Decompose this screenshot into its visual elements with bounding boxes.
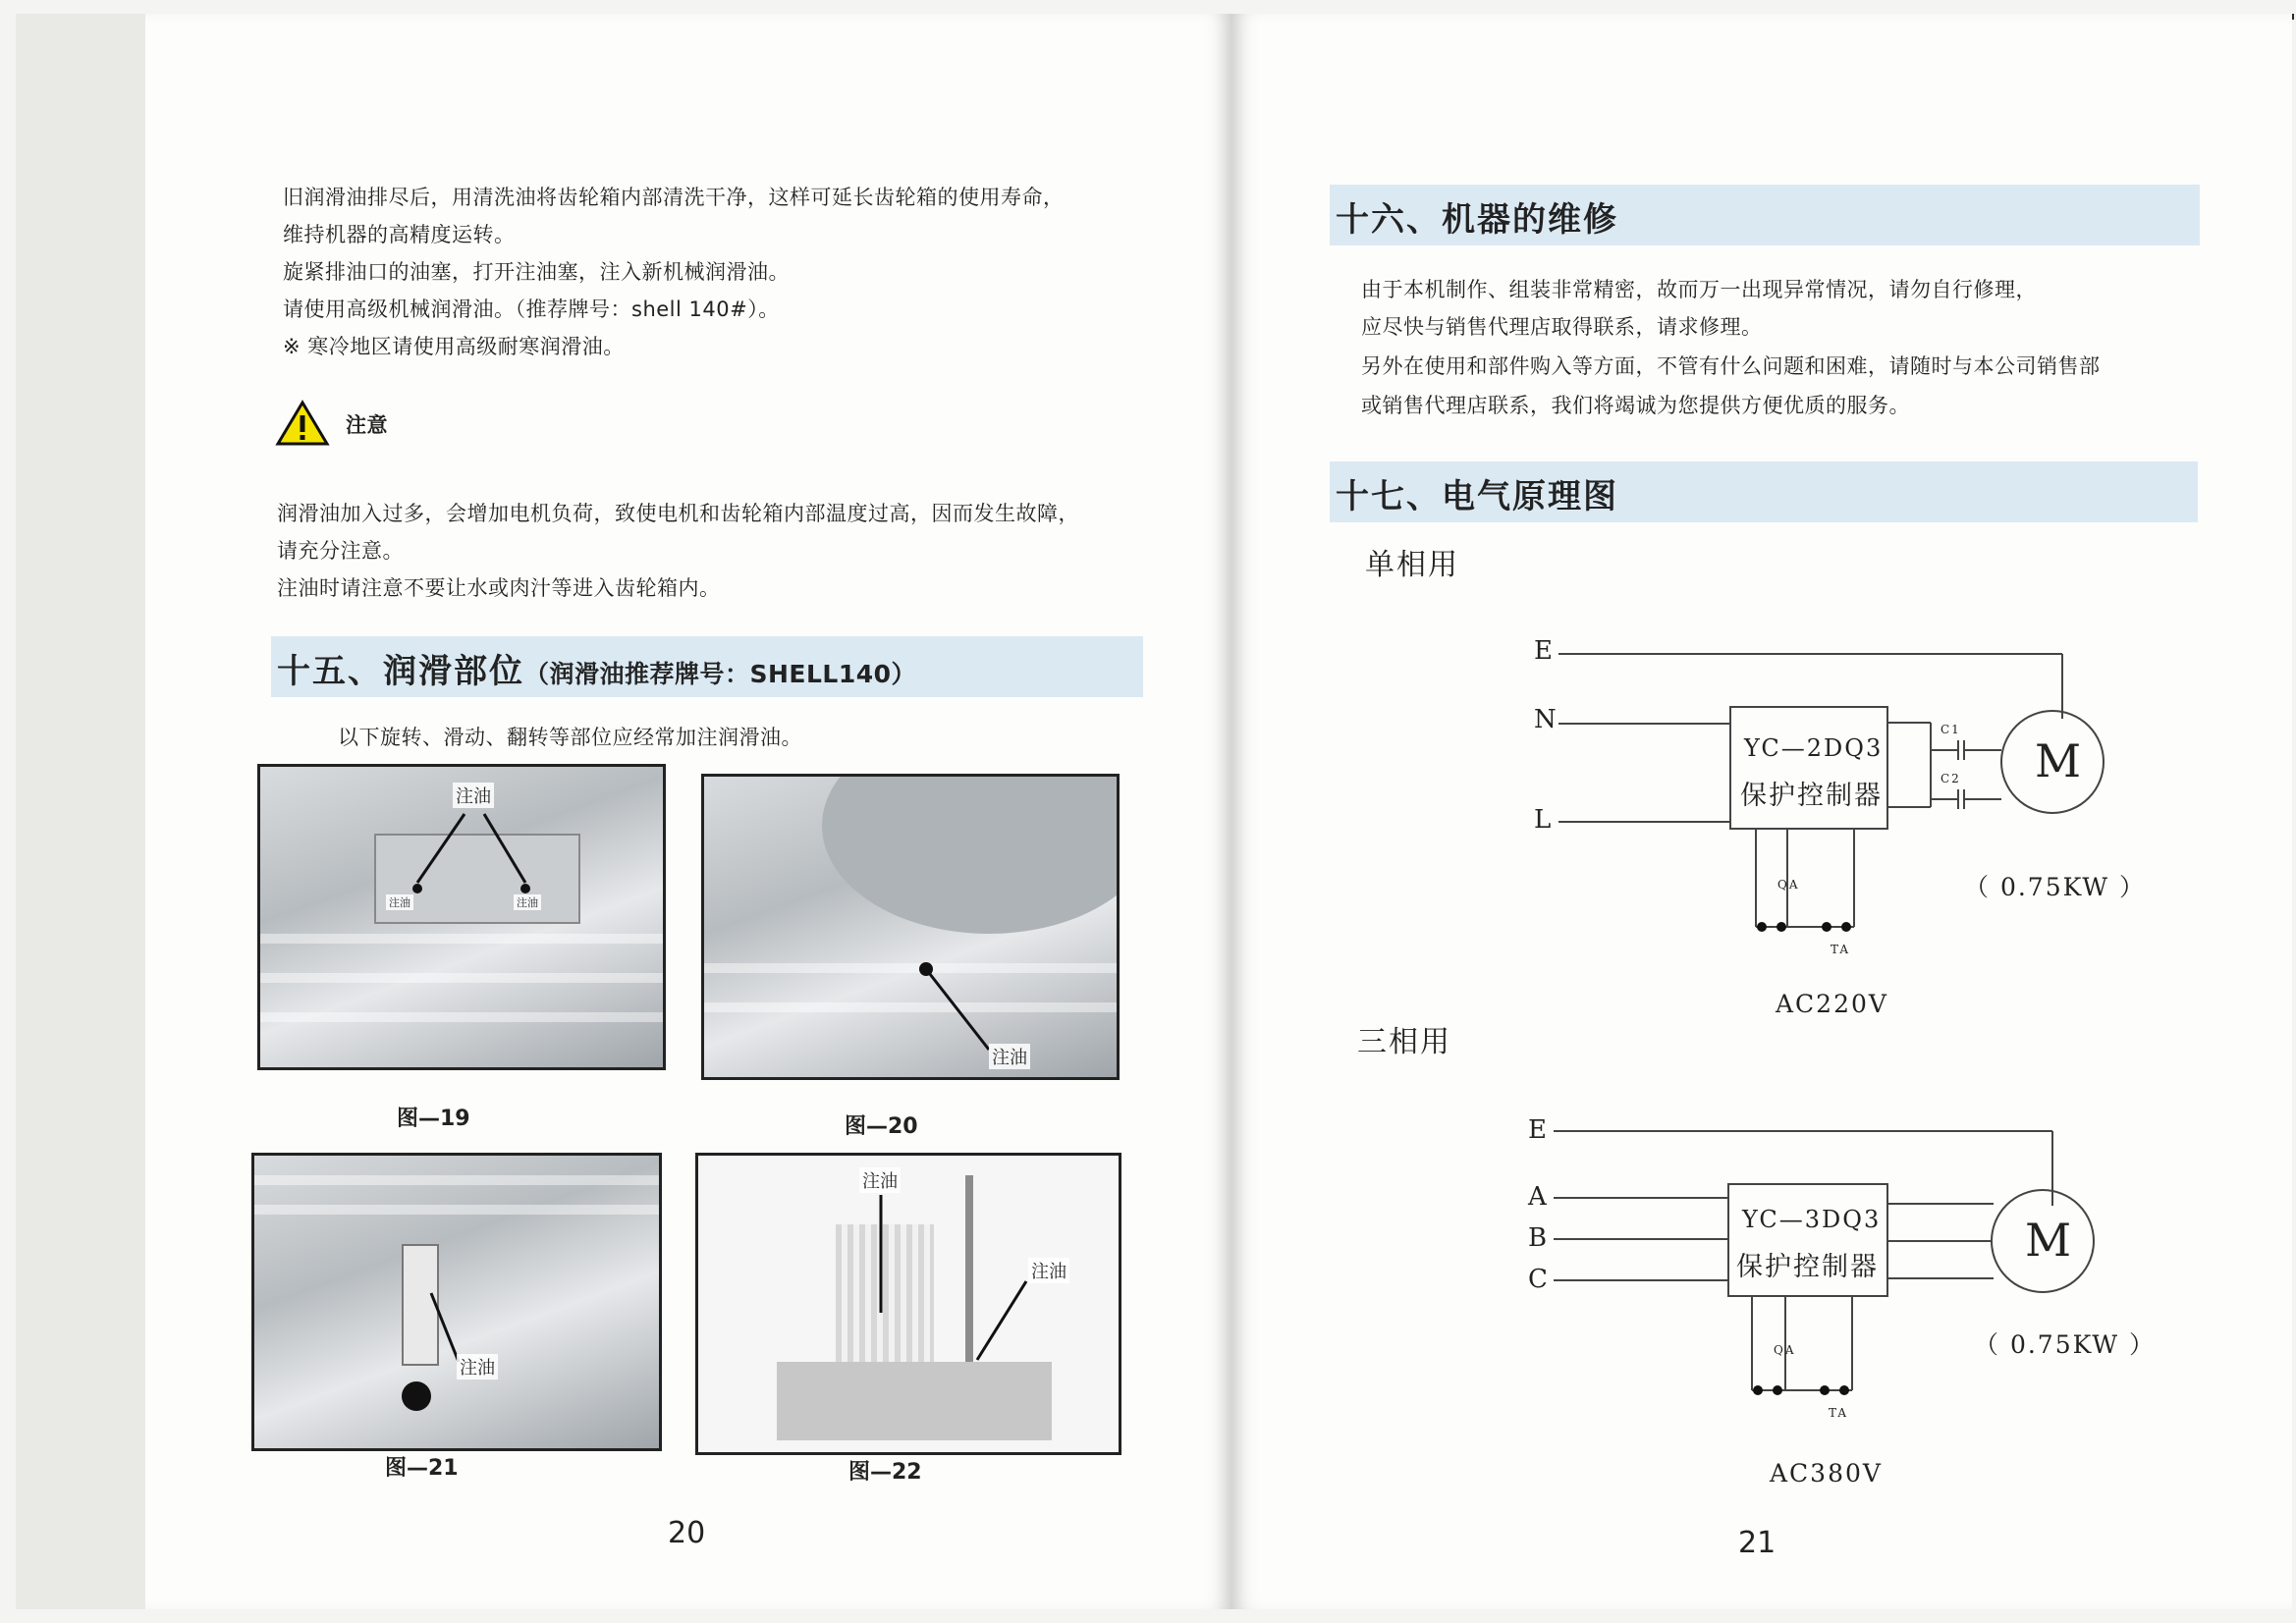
intro-line-3: 旋紧排油口的油塞，打开注油塞，注入新机械润滑油。: [283, 260, 790, 284]
line-label-b: B: [1528, 1223, 1550, 1253]
intro-line-1: 旧润滑油排尽后，用清洗油将齿轮箱内部清洗干净，这样可延长齿轮箱的使用寿命，: [283, 186, 1065, 209]
warning-icon: [275, 400, 330, 447]
section-16-line-3: 另外在使用和部件购入等方面，不管有什么问题和困难，请随时与本公司销售部: [1361, 354, 2101, 378]
oil-point-small-label-1: 注油: [386, 894, 413, 910]
oil-point-label: 注油: [989, 1044, 1030, 1069]
controller-name-2: 保护控制器: [1736, 1252, 1879, 1282]
scan-margin: [16, 14, 147, 1609]
controller-model-1: YC—2DQ3: [1744, 734, 1884, 762]
oil-point-label: 注油: [453, 783, 494, 808]
page-number: 20: [668, 1516, 706, 1550]
line-label-a: A: [1528, 1182, 1549, 1212]
section-15-subtitle: （润滑油推荐牌号：SHELL140）: [524, 660, 917, 688]
intro-line-2: 维持机器的高精度运转。: [283, 223, 516, 246]
caption-fig-22: 图—22: [848, 1460, 922, 1485]
oil-point-label-top: 注油: [859, 1167, 901, 1193]
capacitor-c2: C2: [1941, 772, 1961, 785]
intro-line-4: 请使用高级机械润滑油。（推荐牌号：shell 140#）。: [283, 298, 780, 321]
caption-fig-19: 图—19: [397, 1107, 470, 1131]
caution-label: 注意: [346, 413, 388, 437]
section-15-heading: 十五、润滑部位: [277, 652, 524, 691]
photo-fig-22: [695, 1153, 1121, 1455]
line-label-c: C: [1528, 1265, 1550, 1294]
intro-line-5: ※ 寒冷地区请使用高级耐寒润滑油。: [283, 335, 625, 358]
switch-ta-1: TA: [1831, 943, 1851, 956]
voltage-2: AC380V: [1770, 1459, 1883, 1488]
switch-ta-2: TA: [1829, 1406, 1849, 1420]
section-16-line-2: 应尽快与销售代理店取得联系，请求修理。: [1361, 315, 1763, 339]
book-spread: [16, 14, 2284, 1609]
controller-model-2: YC—3DQ3: [1742, 1206, 1882, 1233]
section-16-title: 十六、机器的维修: [1336, 200, 1618, 240]
line-label-e: E: [1534, 636, 1555, 666]
switch-qa-2: QA: [1774, 1343, 1796, 1357]
switch-qa-1: QA: [1777, 878, 1800, 892]
single-phase-heading: 单相用: [1365, 548, 1459, 582]
motor-power-1: （ 0.75KW ）: [1964, 873, 2147, 901]
oil-point-small-label-2: 注油: [514, 894, 541, 910]
motor-symbol-2: M: [2025, 1214, 2074, 1267]
section-15-intro: 以下旋转、滑动、翻转等部位应经常加注润滑油。: [338, 726, 802, 749]
section-15-title: [277, 644, 916, 692]
controller-name-1: 保护控制器: [1740, 781, 1883, 811]
photo-fig-20: [701, 774, 1120, 1080]
motor-power-2: （ 0.75KW ）: [1974, 1330, 2157, 1359]
page-number: 21: [1738, 1526, 1777, 1560]
line-label-l: L: [1534, 805, 1554, 835]
caution-line-1: 润滑油加入过多，会增加电机负荷，致使电机和齿轮箱内部温度过高，因而发生故障，: [277, 502, 1079, 525]
photo-fig-21: [251, 1153, 662, 1451]
oil-point-label: 注油: [457, 1354, 498, 1380]
capacitor-c1: C1: [1941, 723, 1961, 736]
caution-line-2: 请充分注意。: [277, 539, 404, 563]
section-17-title: 十七、电气原理图: [1336, 477, 1618, 516]
three-phase-heading: 三相用: [1357, 1025, 1451, 1059]
section-16-line-1: 由于本机制作、组装非常精密，故而万一出现异常情况，请勿自行修理，: [1361, 278, 2037, 301]
oil-point-label-right: 注油: [1028, 1258, 1069, 1283]
caption-fig-21: 图—21: [385, 1456, 459, 1481]
photo-fig-19: [257, 764, 666, 1070]
line-label-e: E: [1528, 1115, 1549, 1145]
page-20: [145, 14, 1231, 1609]
line-label-n: N: [1534, 705, 1558, 734]
section-16-line-4: 或销售代理店联系，我们将竭诚为您提供方便优质的服务。: [1361, 394, 1910, 417]
motor-symbol-1: M: [2035, 734, 2084, 787]
voltage-1: AC220V: [1776, 990, 1888, 1018]
caution-line-3: 注油时请注意不要让水或肉汁等进入齿轮箱内。: [277, 576, 721, 600]
page-21: [1231, 14, 2292, 1609]
caption-fig-20: 图—20: [845, 1114, 918, 1139]
